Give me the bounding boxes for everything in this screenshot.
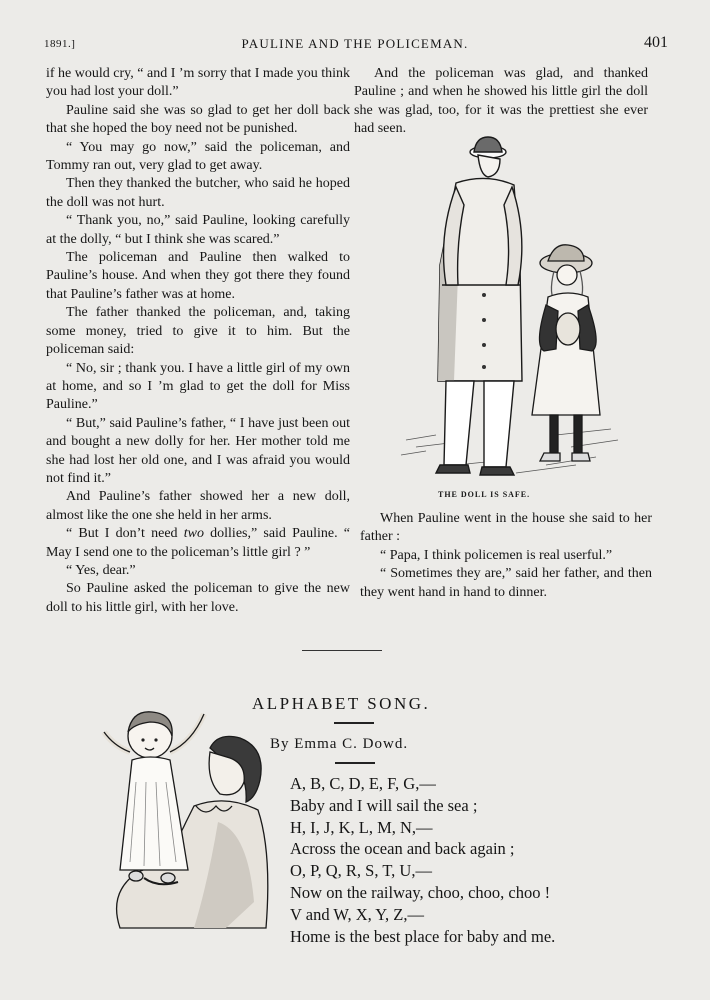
policeman-illustration [396, 135, 622, 481]
story-paragraph: And the policeman was glad, and thanked Pauline ; and when he showed his little girl the doll she was glad, too, for it was the prettiest she ever had seen. [354, 66, 648, 137]
page-title: PAULINE AND THE POLICEMAN. [241, 36, 469, 51]
story-paragraph: Then they thanked the butcher, who said he hoped the doll was not hurt. [46, 176, 350, 210]
story-paragraph: “ Papa, I think policemen is real userful.” [380, 547, 613, 563]
story-paragraph: “ No, sir ; thank you. I have a little girl of my own at home, and so I ’m glad to get the doll for Miss Pauline.” [46, 360, 350, 413]
poem-line: Across the ocean and back again ; [290, 839, 515, 859]
poem-byline: By Emma C. Dowd. [270, 736, 409, 752]
story-paragraph: And Pauline’s father showed her a new doll, almost like the one she held in her arms. [46, 489, 350, 523]
story-paragraph: Pauline said she was so glad to get her doll back that she hoped the boy need not be punished. [46, 102, 350, 137]
poem-line: Now on the railway, choo, choo, choo ! [290, 882, 551, 902]
poem-line: A, B, C, D, E, F, G,— [290, 774, 436, 793]
story-paragraph: So Pauline asked the policeman to give the new doll to his little girl, with her love. [46, 581, 350, 615]
poem-title: ALPHABET SONG. [252, 694, 431, 713]
running-head [0, 34, 710, 54]
page-number: 401 [644, 34, 668, 51]
mother-baby-illustration [98, 702, 274, 932]
story-paragraph: “ Sometimes they are,” said her father, and then they went hand in hand to dinner. [360, 566, 652, 600]
issue-date: 1891.] [44, 38, 76, 50]
byline-rule [335, 762, 375, 764]
story-paragraph: When Pauline went in the house she said to her father : [360, 511, 652, 545]
title-rule [334, 722, 374, 724]
poem-verse [290, 773, 555, 947]
poem-line: Baby and I will sail the sea ; [290, 795, 478, 815]
illustration-caption: THE DOLL IS SAFE. [438, 490, 531, 499]
story-paragraph: if he would cry, “ and I ’m sorry that I made you think you had lost your doll.” [46, 66, 350, 100]
story-right-column-bottom [360, 510, 652, 602]
story-paragraph: “ Yes, dear.” [66, 562, 136, 578]
story-right-column-top [354, 65, 648, 139]
story-paragraph: “ But I don’t need two dollies,” said Pauline. “ May I send one to the policeman’s little girl ? ” [46, 526, 350, 560]
story-paragraph: “ You may go now,” said the policeman, and Tommy ran out, very glad to get away. [46, 139, 350, 174]
story-paragraph: “ But,” said Pauline’s father, “ I have just been out and bought a new dolly for her. Her mother told me she had lost her old one, and I was afraid you would not find it.” [46, 415, 350, 486]
story-paragraph: “ Thank you, no,” said Pauline, looking carefully at the dolly, “ but I think she was scared.” [46, 213, 350, 247]
story-paragraph: The policeman and Pauline then walked to Pauline’s house. And when they got there they found that Pauline’s father was at home. [46, 250, 350, 302]
section-divider [302, 650, 382, 651]
poem-line: Home is the best place for baby and me. [290, 926, 556, 946]
poem-line: H, I, J, K, L, M, N,— [290, 817, 433, 837]
story-paragraph: The father thanked the policeman, and, taking some money, tried to give it to him. But the policeman said: [46, 305, 350, 358]
poem-line: V and W, X, Y, Z,— [290, 904, 424, 924]
poem-line: O, P, Q, R, S, T, U,— [290, 861, 432, 881]
story-left-column [46, 65, 350, 617]
